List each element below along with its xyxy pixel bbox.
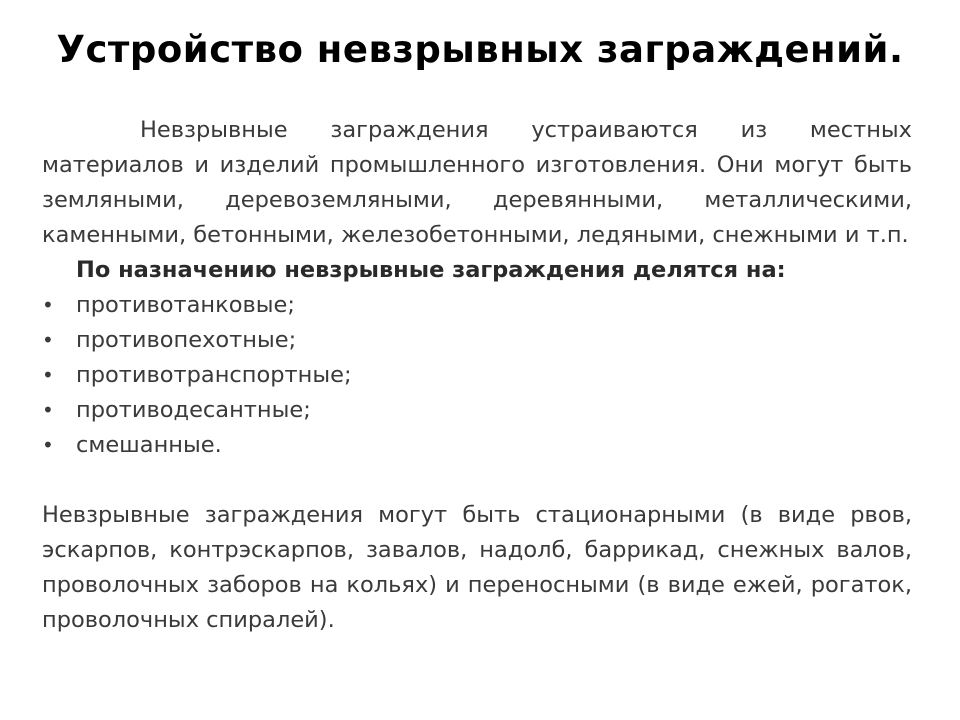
list-item (42, 323, 912, 358)
list-item-text: противопехотные; (76, 327, 297, 353)
list-item (42, 288, 912, 323)
classification-heading: По назначению невзрывные заграждения делятся на: (76, 257, 786, 283)
list-item-text: противотранспортные; (76, 362, 352, 388)
page-title: Устройство невзрывных заграждений. (56, 28, 904, 71)
list-item-text: смешанные. (76, 432, 222, 458)
bullet-icon: • (42, 363, 54, 387)
bullet-icon: • (42, 293, 54, 317)
bullet-icon: • (42, 433, 54, 457)
list-item (42, 393, 912, 428)
closing-paragraph: Невзрывные заграждения могут быть стационарными (в виде рвов, эскарпов, контрэскарпов, завалов, надолб, баррикад, снежных валов, проволочных заборов на кольях) и переносными (в виде ежей, рогаток, проволочных спиралей). (42, 502, 912, 633)
slide-body (42, 113, 912, 638)
bullet-icon: • (42, 328, 54, 352)
intro-paragraph: Невзрывные заграждения устраиваются из местных материалов и изделий промышленного изготовления. Они могут быть земляными, деревоземляными, деревянными, металлическими, каменными, бетонными, железобетонными, ледяными, снежными и т.п. (42, 117, 912, 248)
obstacle-types-list (42, 288, 912, 463)
list-item-text: противодесантные; (76, 397, 311, 423)
list-item (42, 358, 912, 393)
list-item (42, 428, 912, 463)
list-item-text: противотанковые; (76, 292, 295, 318)
bullet-icon: • (42, 398, 54, 422)
